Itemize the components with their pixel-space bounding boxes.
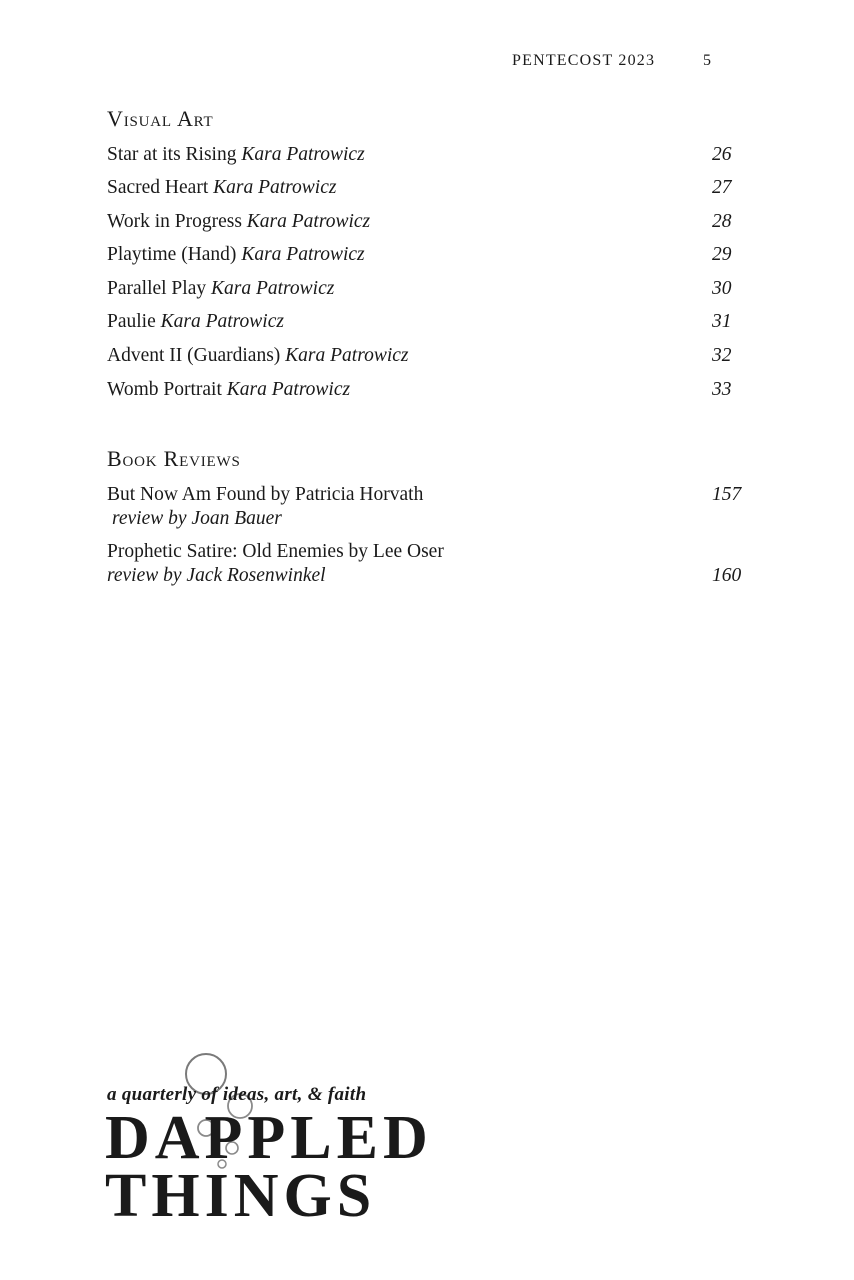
section-heading-book-reviews: Book Reviews (107, 446, 241, 471)
review-page: 160 (712, 565, 742, 586)
entry-title: Parallel Play (107, 278, 207, 299)
entry-author: Kara Patrowicz (226, 379, 351, 400)
entry-page: 33 (712, 379, 732, 400)
logo-wordmark-line1: DAPPLED (105, 1104, 433, 1172)
entry-author: Kara Patrowicz (241, 144, 365, 165)
entry-page: 32 (712, 345, 732, 366)
entry-author: Kara Patrowicz (241, 244, 365, 265)
entry-title: Sacred Heart (107, 177, 209, 198)
review-title: But Now Am Found by Patricia Horvath (107, 484, 424, 505)
entry-author: Kara Patrowicz (246, 211, 371, 232)
toc-entry (107, 342, 747, 370)
entry-title: Work in Progress (107, 211, 242, 232)
entry-author: Kara Patrowicz (285, 345, 409, 366)
entry-page: 29 (712, 244, 732, 265)
review-title: Prophetic Satire: Old Enemies by Lee Oser (107, 541, 444, 562)
logo-tagline: a quarterly of ideas, art, & faith (107, 1084, 367, 1105)
entry-page: 28 (712, 211, 732, 232)
entry-author: Kara Patrowicz (213, 177, 337, 198)
logo-wordmark-line2: THINGS (105, 1162, 377, 1230)
toc-entry (107, 208, 747, 236)
entry-title: Playtime (Hand) (107, 244, 237, 265)
toc-entry (107, 376, 747, 404)
toc-entry (107, 241, 747, 269)
toc-entry (107, 308, 747, 336)
toc-entry (107, 174, 747, 202)
entry-page: 26 (712, 144, 732, 165)
reviewer-line: review by Joan Bauer (112, 508, 282, 529)
entry-title: Womb Portrait (107, 379, 222, 400)
entry-title: Star at its Rising (107, 144, 237, 165)
review-page: 157 (712, 484, 742, 505)
toc-entry (107, 275, 747, 303)
entry-page: 27 (712, 177, 732, 198)
entry-title: Advent II (Guardians) (107, 345, 281, 366)
running-head: PENTECOST 2023 (512, 52, 656, 69)
entry-page: 31 (712, 311, 732, 332)
toc-entry (107, 141, 747, 169)
section-heading-visual-art: Visual Art (107, 106, 214, 131)
entry-title: Paulie (107, 311, 156, 332)
entry-page: 30 (712, 278, 732, 299)
entry-author: Kara Patrowicz (160, 311, 284, 332)
entry-author: Kara Patrowicz (210, 278, 335, 299)
page-number: 5 (703, 52, 711, 69)
reviewer-line: review by Jack Rosenwinkel (107, 565, 326, 586)
